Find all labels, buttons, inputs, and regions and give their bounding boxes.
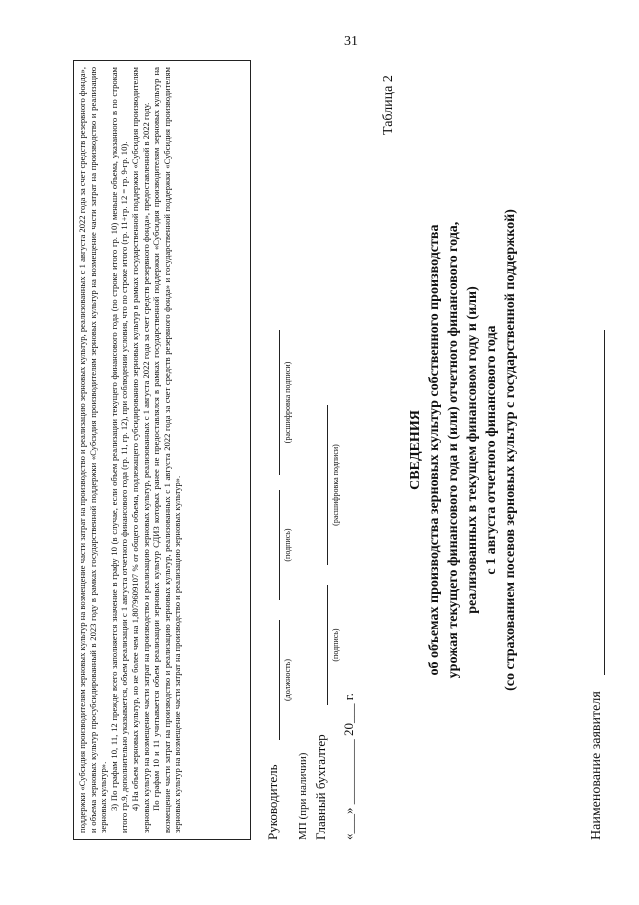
svedenia-heading: СВЕДЕНИЯ: [408, 410, 423, 490]
svedenia-line: (со страхованием посевов зерновых культур с государственной поддержкой): [503, 209, 518, 691]
svedenia-line: об объемах производства зерновых культур собственного производства: [427, 224, 442, 676]
date-line: «___» __________ 20___ г.: [341, 693, 356, 840]
note-paragraph: 4) На объем зерновых культур, но не более чем на 1,8079609107 % от общего объема, подлежащего субсидированию зерновых культур в рамках государственной поддержки «Субсидия производителям зерновых культур на возмещение части затрат на производство и реализацию зерновых культур, реализованных с 1 августа 2022 года за счет средств резервного фонда», предоставленной в 2022 году.: [129, 67, 151, 833]
head-label: Руководитель: [265, 764, 280, 840]
applicant-label: Наименование заявителя: [589, 691, 604, 840]
chief-accountant-label: Главный бухгалтер: [313, 734, 328, 840]
decoding-caption: (расшифровка подписи): [283, 361, 292, 444]
accountant-decoding-caption: (расшифровка подписи): [331, 444, 340, 526]
position-caption: (должность): [283, 659, 292, 701]
applicant-line: [604, 330, 605, 675]
signature-line: [279, 490, 280, 600]
rotated-sheet: [73, 60, 633, 840]
note-paragraph: поддержки «Субсидия производителям зерновых культур на возмещение части затрат на производство и реализацию зерновых культур, реализованных с 1 августа 2022 года за счет средств резервного фонда», и объема зерновых культур просубсидированный в 2023 году в рамках государственной поддержки «Субсидия производителям зерновых культур на возмещение части затрат на производство и реализацию зерновых культур».: [77, 67, 109, 833]
note-paragraph: По графам 10 и 11 учитывается объем реализации зерновых культур СДИЗ которых ранее не предоставлялся в рамках государственной поддержки «Субсидия производителям зерновых культур на возмещение части затрат на производство и реализацию зерновых культур, реализованных с 1 августа 2022 года за счет средств резервного фонда» и государственной поддержки «Субсидия производителям зерновых культур на возмещение части затрат на производство и реализацию зерновых культур».: [151, 67, 183, 833]
table-label: Таблица 2: [381, 75, 396, 135]
notes-box: [73, 60, 251, 840]
position-line: [279, 620, 280, 740]
svedenia-line: реализованных в текущем финансовом году и (или): [465, 286, 480, 614]
decoding-line: [279, 330, 280, 475]
page-number: 31: [344, 34, 358, 49]
signature-caption: (подпись): [283, 528, 292, 562]
stamp-label: МП (при наличии): [297, 752, 309, 840]
note-paragraph: 3) По графам 10, 11, 12 прежде всего заполняется значение в графу 10 (в случае, если объем реализации текущего финансового года (по строке итого гр. 10) меньше объема, указанного в по строкам итого гр.9, дополнительно указывается, объем реализации с 1 августа отчетного финансового года (гр. 11, гр. 12), при соблюдении условия, что по строке итого (гр. 11+гр. 12 = гр. 9-гр. 10).: [108, 67, 130, 833]
accountant-signature-line: [327, 585, 328, 705]
svedenia-line: с 1 августа отчетного финансового года: [484, 325, 499, 575]
svedenia-line: урожая текущего финансового года и (или) отчетного финансового года,: [446, 221, 461, 679]
accountant-decoding-line: [327, 405, 328, 565]
accountant-signature-caption: (подпись): [331, 628, 340, 662]
